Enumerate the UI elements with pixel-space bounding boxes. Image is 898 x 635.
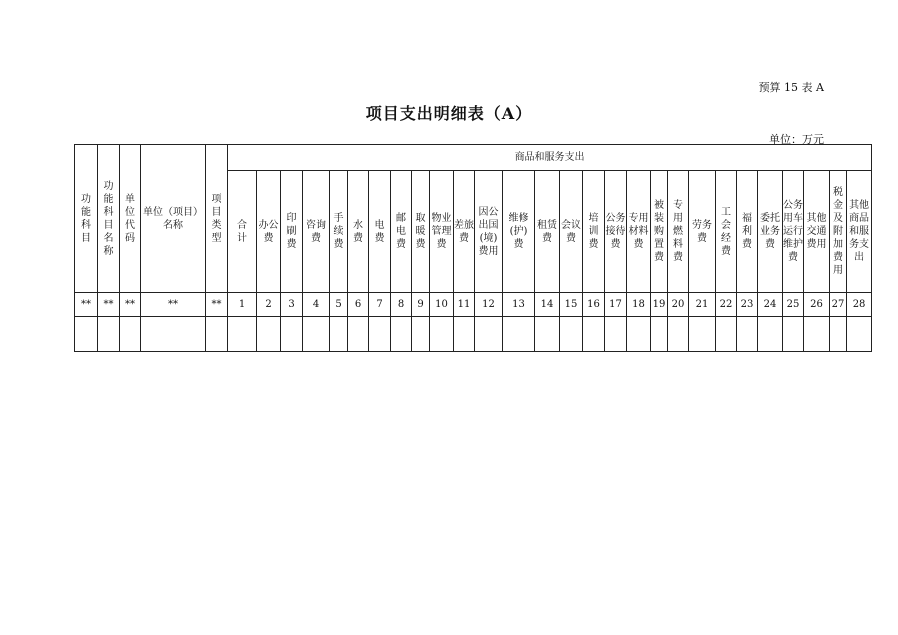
column-index-11 — [454, 293, 475, 317]
table-cell — [560, 317, 583, 352]
left-index-5 — [206, 293, 228, 317]
left-header-4 — [141, 145, 206, 293]
column-header-27-text: 税 金 及 附 加 费 用 — [833, 187, 843, 276]
column-header-2 — [257, 171, 281, 293]
column-header-15 — [560, 171, 583, 293]
column-index-2-text: 2 — [265, 299, 272, 310]
table-cell — [391, 317, 412, 352]
column-header-11-text: 差旅 费 — [454, 219, 474, 244]
column-header-24 — [758, 171, 783, 293]
column-header-4-text: 咨询 费 — [306, 219, 326, 244]
column-index-10-text: 10 — [435, 299, 448, 310]
column-index-19-text: 19 — [652, 299, 666, 310]
column-header-18-text: 专用 材料 费 — [628, 213, 649, 250]
column-header-10-text: 物业 管理 费 — [431, 213, 452, 250]
column-index-21 — [689, 293, 716, 317]
column-header-20 — [668, 171, 689, 293]
table-cell — [75, 317, 98, 352]
table-cell — [651, 317, 668, 352]
column-index-20 — [668, 293, 689, 317]
column-header-11 — [454, 171, 475, 293]
left-header-5-text: 项 目 类 型 — [211, 193, 222, 244]
column-index-11-text: 11 — [457, 299, 471, 310]
left-index-4 — [141, 293, 206, 317]
table-cell — [257, 317, 281, 352]
column-index-4-text: 4 — [312, 299, 320, 310]
column-header-1-text: 合 计 — [237, 219, 247, 244]
column-header-8 — [391, 171, 412, 293]
column-index-14 — [535, 293, 560, 317]
column-header-17-text: 公务 接待 费 — [605, 213, 626, 250]
column-header-25 — [783, 171, 804, 293]
column-header-17 — [605, 171, 627, 293]
table-cell — [141, 317, 206, 352]
left-index-3-text: ** — [125, 299, 135, 310]
table-cell — [830, 317, 847, 352]
column-header-23 — [737, 171, 758, 293]
group-header — [228, 145, 872, 171]
column-header-5-text: 手 续 费 — [333, 213, 344, 250]
column-header-28 — [847, 171, 872, 293]
column-index-8-text: 8 — [397, 299, 405, 310]
left-header-1-text: 功 能 科 目 — [81, 193, 91, 244]
unit-label: 单位：万元 — [769, 133, 824, 146]
left-header-5 — [206, 145, 228, 293]
column-index-27 — [830, 293, 847, 317]
column-index-28 — [847, 293, 872, 317]
column-index-22 — [716, 293, 737, 317]
table-cell — [804, 317, 830, 352]
column-header-2-text: 办公 费 — [258, 219, 279, 244]
table-cell — [758, 317, 783, 352]
table-cell — [668, 317, 689, 352]
column-header-15-text: 会议 费 — [561, 219, 581, 244]
column-index-26 — [804, 293, 830, 317]
column-index-17-text: 17 — [609, 299, 622, 310]
column-header-22 — [716, 171, 737, 293]
column-index-18 — [627, 293, 651, 317]
column-index-6-text: 6 — [354, 299, 362, 310]
column-header-13-text: 维修 (护) 费 — [508, 213, 529, 250]
table-cell — [689, 317, 716, 352]
table-cell — [737, 317, 758, 352]
table-cell — [412, 317, 430, 352]
table-cell — [535, 317, 560, 352]
column-index-16 — [583, 293, 605, 317]
column-index-24 — [758, 293, 783, 317]
left-index-3 — [120, 293, 141, 317]
column-index-17 — [605, 293, 627, 317]
table-cell — [847, 317, 872, 352]
column-index-27-text: 27 — [831, 299, 845, 310]
column-header-13 — [503, 171, 535, 293]
column-index-12-text: 12 — [482, 299, 495, 310]
column-header-1 — [228, 171, 257, 293]
left-header-3 — [120, 145, 141, 293]
column-index-25-text: 25 — [786, 299, 800, 310]
table-cell — [281, 317, 303, 352]
column-index-10 — [430, 293, 454, 317]
column-index-21-text: 21 — [695, 299, 709, 310]
column-header-12-text: 因公 出国 (境) 费用 — [478, 206, 499, 257]
column-index-3 — [281, 293, 303, 317]
table-cell — [716, 317, 737, 352]
column-header-19-text: 被 装 购 置 费 — [654, 200, 664, 263]
column-index-15-text: 15 — [564, 299, 578, 310]
table-cell — [120, 317, 141, 352]
column-header-21-text: 劳务 费 — [692, 219, 712, 244]
group-header-row — [75, 145, 872, 171]
column-header-3 — [281, 171, 303, 293]
table-cell — [475, 317, 503, 352]
page-title: 项目支出明细表（A） — [365, 104, 533, 123]
table-cell — [627, 317, 651, 352]
column-index-24-text: 24 — [763, 299, 777, 310]
column-index-25 — [783, 293, 804, 317]
left-header-1 — [75, 145, 98, 293]
column-index-22-text: 22 — [719, 299, 733, 310]
column-header-9 — [412, 171, 430, 293]
column-header-24-text: 委托 业务 费 — [760, 213, 780, 250]
column-index-9-text: 9 — [417, 299, 424, 310]
table-cell — [330, 317, 348, 352]
column-header-8-text: 邮 电 费 — [396, 213, 406, 250]
column-index-7 — [369, 293, 391, 317]
index-row — [75, 293, 872, 317]
column-index-5-text: 5 — [335, 299, 342, 310]
column-header-16-text: 培 训 费 — [588, 213, 599, 250]
table-cell — [583, 317, 605, 352]
column-index-4 — [303, 293, 330, 317]
column-index-15 — [560, 293, 583, 317]
column-index-7-text: 7 — [376, 299, 383, 310]
column-header-16 — [583, 171, 605, 293]
column-index-20-text: 20 — [671, 299, 685, 310]
column-index-1-text: 1 — [238, 299, 246, 310]
left-header-4-text: 单位（项目） 名称 — [143, 206, 203, 231]
column-index-6 — [348, 293, 369, 317]
column-header-6 — [348, 171, 369, 293]
column-header-26 — [804, 171, 830, 293]
left-header-3-text: 单 位 代 码 — [125, 193, 135, 244]
table-cell — [228, 317, 257, 352]
column-index-2 — [257, 293, 281, 317]
column-header-23-text: 福 利 费 — [742, 213, 752, 250]
column-index-12 — [475, 293, 503, 317]
column-index-19 — [651, 293, 668, 317]
column-header-10 — [430, 171, 454, 293]
column-header-9-text: 取 暖 费 — [415, 213, 426, 250]
column-header-7-text: 电 费 — [374, 219, 385, 244]
column-index-13 — [503, 293, 535, 317]
column-index-16-text: 16 — [587, 299, 600, 310]
column-header-4 — [303, 171, 330, 293]
column-header-18 — [627, 171, 651, 293]
column-header-28-text: 其他 商品 和服 务支 出 — [849, 200, 870, 263]
column-header-20-text: 专 用 燃 料 费 — [673, 200, 683, 263]
table-cell — [605, 317, 627, 352]
table-cell — [98, 317, 120, 352]
table-cell — [206, 317, 228, 352]
column-index-28-text: 28 — [852, 299, 866, 310]
table-cell — [369, 317, 391, 352]
column-index-1 — [228, 293, 257, 317]
column-header-27 — [830, 171, 847, 293]
form-code: 预算 15 表 A — [758, 81, 824, 94]
table-cell — [454, 317, 475, 352]
expenditure-table — [74, 144, 872, 352]
column-header-7 — [369, 171, 391, 293]
left-index-2 — [98, 293, 120, 317]
column-index-13-text: 13 — [512, 299, 525, 310]
column-index-8 — [391, 293, 412, 317]
column-index-9 — [412, 293, 430, 317]
table-cell — [783, 317, 804, 352]
table-cell — [348, 317, 369, 352]
column-header-14-text: 租赁 费 — [537, 219, 557, 244]
column-index-26-text: 26 — [810, 299, 823, 310]
column-header-19 — [651, 171, 668, 293]
table-cell — [430, 317, 454, 352]
column-index-3-text: 3 — [288, 299, 295, 310]
table-cell — [503, 317, 535, 352]
data-row — [75, 317, 872, 352]
column-header-3-text: 印 刷 费 — [286, 213, 297, 250]
column-header-5 — [330, 171, 348, 293]
column-index-23 — [737, 293, 758, 317]
column-header-14 — [535, 171, 560, 293]
left-index-1-text: ** — [81, 299, 91, 310]
column-header-25-text: 公务 用车 运行 维护 费 — [783, 200, 803, 263]
column-index-18-text: 18 — [632, 299, 645, 310]
column-header-6-text: 水 费 — [353, 219, 363, 244]
column-header-26-text: 其他 交通 费用 — [806, 213, 827, 250]
left-index-5-text: ** — [211, 299, 222, 310]
column-index-14-text: 14 — [540, 299, 554, 310]
left-index-2-text: ** — [103, 299, 114, 310]
column-header-22-text: 工 会 经 费 — [721, 206, 731, 257]
left-header-2-text: 功 能 科 目 名 称 — [103, 180, 114, 257]
group-header-text: 商品和服务支出 — [514, 152, 585, 163]
left-index-1 — [75, 293, 98, 317]
column-index-5 — [330, 293, 348, 317]
column-header-12 — [475, 171, 503, 293]
table-cell — [303, 317, 330, 352]
column-header-21 — [689, 171, 716, 293]
left-index-4-text: ** — [168, 299, 178, 310]
column-index-23-text: 23 — [740, 299, 754, 310]
left-header-2 — [98, 145, 120, 293]
